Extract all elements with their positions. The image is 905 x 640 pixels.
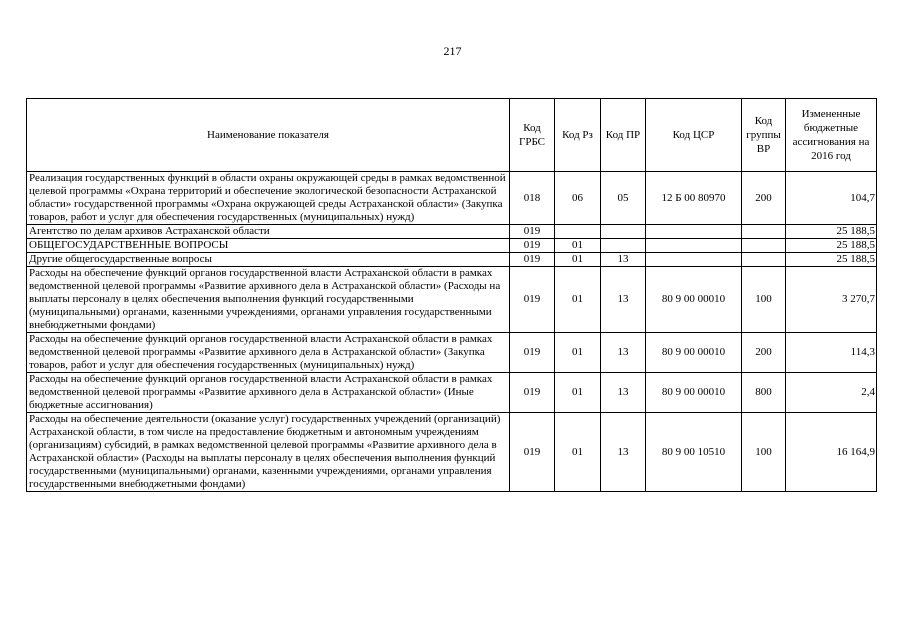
row-amount: 2,4 [786,373,877,413]
row-csr: 12 Б 00 80970 [646,172,742,225]
row-rz: 06 [555,172,601,225]
row-rz: 01 [555,253,601,267]
row-grbs: 019 [510,239,555,253]
row-grbs: 019 [510,267,555,333]
row-grbs: 019 [510,253,555,267]
row-name: Расходы на обеспечение функций органов государственной власти Астраханской области в рамках ведомственной целевой программы «Развитие архивного дела в Астраханской области» (Иные бюджетные ассигнования) [27,373,510,413]
row-amount: 25 188,5 [786,225,877,239]
row-name: Расходы на обеспечение функций органов государственной власти Астраханской области в рамках ведомственной целевой программы «Развитие архивного дела в Астраханской области» (Расходы на выплаты персоналу в целях обеспечения выполнения функций государственными (муниципальными) органами, казенными учреждениями, органами управления государственными внебюджетными фондами) [27,267,510,333]
row-grbs: 019 [510,225,555,239]
row-rz: 01 [555,413,601,492]
table-row [27,333,877,373]
row-vr [742,225,786,239]
column-header-csr: Код ЦСР [646,99,742,172]
column-header-rz: Код Рз [555,99,601,172]
column-header-pr: Код ПР [601,99,646,172]
row-vr [742,253,786,267]
row-vr [742,239,786,253]
table-row [27,373,877,413]
row-csr [646,239,742,253]
table-row [27,267,877,333]
row-amount: 3 270,7 [786,267,877,333]
row-csr [646,225,742,239]
row-csr: 80 9 00 00010 [646,333,742,373]
table-header-row [27,99,877,172]
row-pr: 13 [601,333,646,373]
row-pr [601,239,646,253]
row-name: Расходы на обеспечение деятельности (оказание услуг) государственных учреждений (организаций) Астраханской области, в том числе на предоставление бюджетным и автономным учреждениям (организациям) субсидий, в рамках ведомственной целевой программы «Развитие архивного дела в Астраханской области» (Расходы на выплаты персоналу в целях обеспечения выполнения функций государственными (муниципальными) органами, казенными учреждениями, органами управления государственными внебюджетными фондами) [27,413,510,492]
table-row [27,413,877,492]
row-amount: 104,7 [786,172,877,225]
row-grbs: 019 [510,373,555,413]
row-csr: 80 9 00 00010 [646,267,742,333]
row-amount: 16 164,9 [786,413,877,492]
table-row [27,172,877,225]
row-grbs: 019 [510,333,555,373]
table-row [27,239,877,253]
row-name: Расходы на обеспечение функций органов государственной власти Астраханской области в рамках ведомственной целевой программы «Развитие архивного дела в Астраханской области» (Закупка товаров, работ и услуг для обеспечения государственных (муниципальных) нужд) [27,333,510,373]
column-header-vr: Код группы ВР [742,99,786,172]
column-header-amount: Измененные бюджетные ассигнования на 2016 год [786,99,877,172]
table-row [27,253,877,267]
row-pr [601,225,646,239]
row-rz: 01 [555,239,601,253]
row-vr: 200 [742,333,786,373]
column-header-name: Наименование показателя [27,99,510,172]
row-pr: 13 [601,373,646,413]
row-rz: 01 [555,373,601,413]
row-name: Агентство по делам архивов Астраханской области [27,225,510,239]
row-vr: 200 [742,172,786,225]
row-vr: 100 [742,267,786,333]
row-rz: 01 [555,333,601,373]
row-grbs: 019 [510,413,555,492]
row-vr: 800 [742,373,786,413]
row-pr: 13 [601,267,646,333]
row-vr: 100 [742,413,786,492]
row-pr: 05 [601,172,646,225]
row-csr: 80 9 00 10510 [646,413,742,492]
row-name: Другие общегосударственные вопросы [27,253,510,267]
row-amount: 25 188,5 [786,253,877,267]
row-rz [555,225,601,239]
row-pr: 13 [601,253,646,267]
row-pr: 13 [601,413,646,492]
row-name: Реализация государственных функций в области охраны окружающей среды в рамках ведомственной целевой программы «Охрана территорий и обеспечение экологической безопасности Астраханской области» государственной программы «Охрана окружающей среды Астраханской области» (Закупка товаров, работ и услуг для обеспечения государственных (муниципальных) нужд) [27,172,510,225]
row-amount: 114,3 [786,333,877,373]
table-row [27,225,877,239]
page-number: 217 [443,44,462,58]
row-csr [646,253,742,267]
column-header-grbs: Код ГРБС [510,99,555,172]
row-rz: 01 [555,267,601,333]
row-amount: 25 188,5 [786,239,877,253]
budget-table [26,98,877,492]
row-name: ОБЩЕГОСУДАРСТВЕННЫЕ ВОПРОСЫ [27,239,510,253]
row-csr: 80 9 00 00010 [646,373,742,413]
row-grbs: 018 [510,172,555,225]
